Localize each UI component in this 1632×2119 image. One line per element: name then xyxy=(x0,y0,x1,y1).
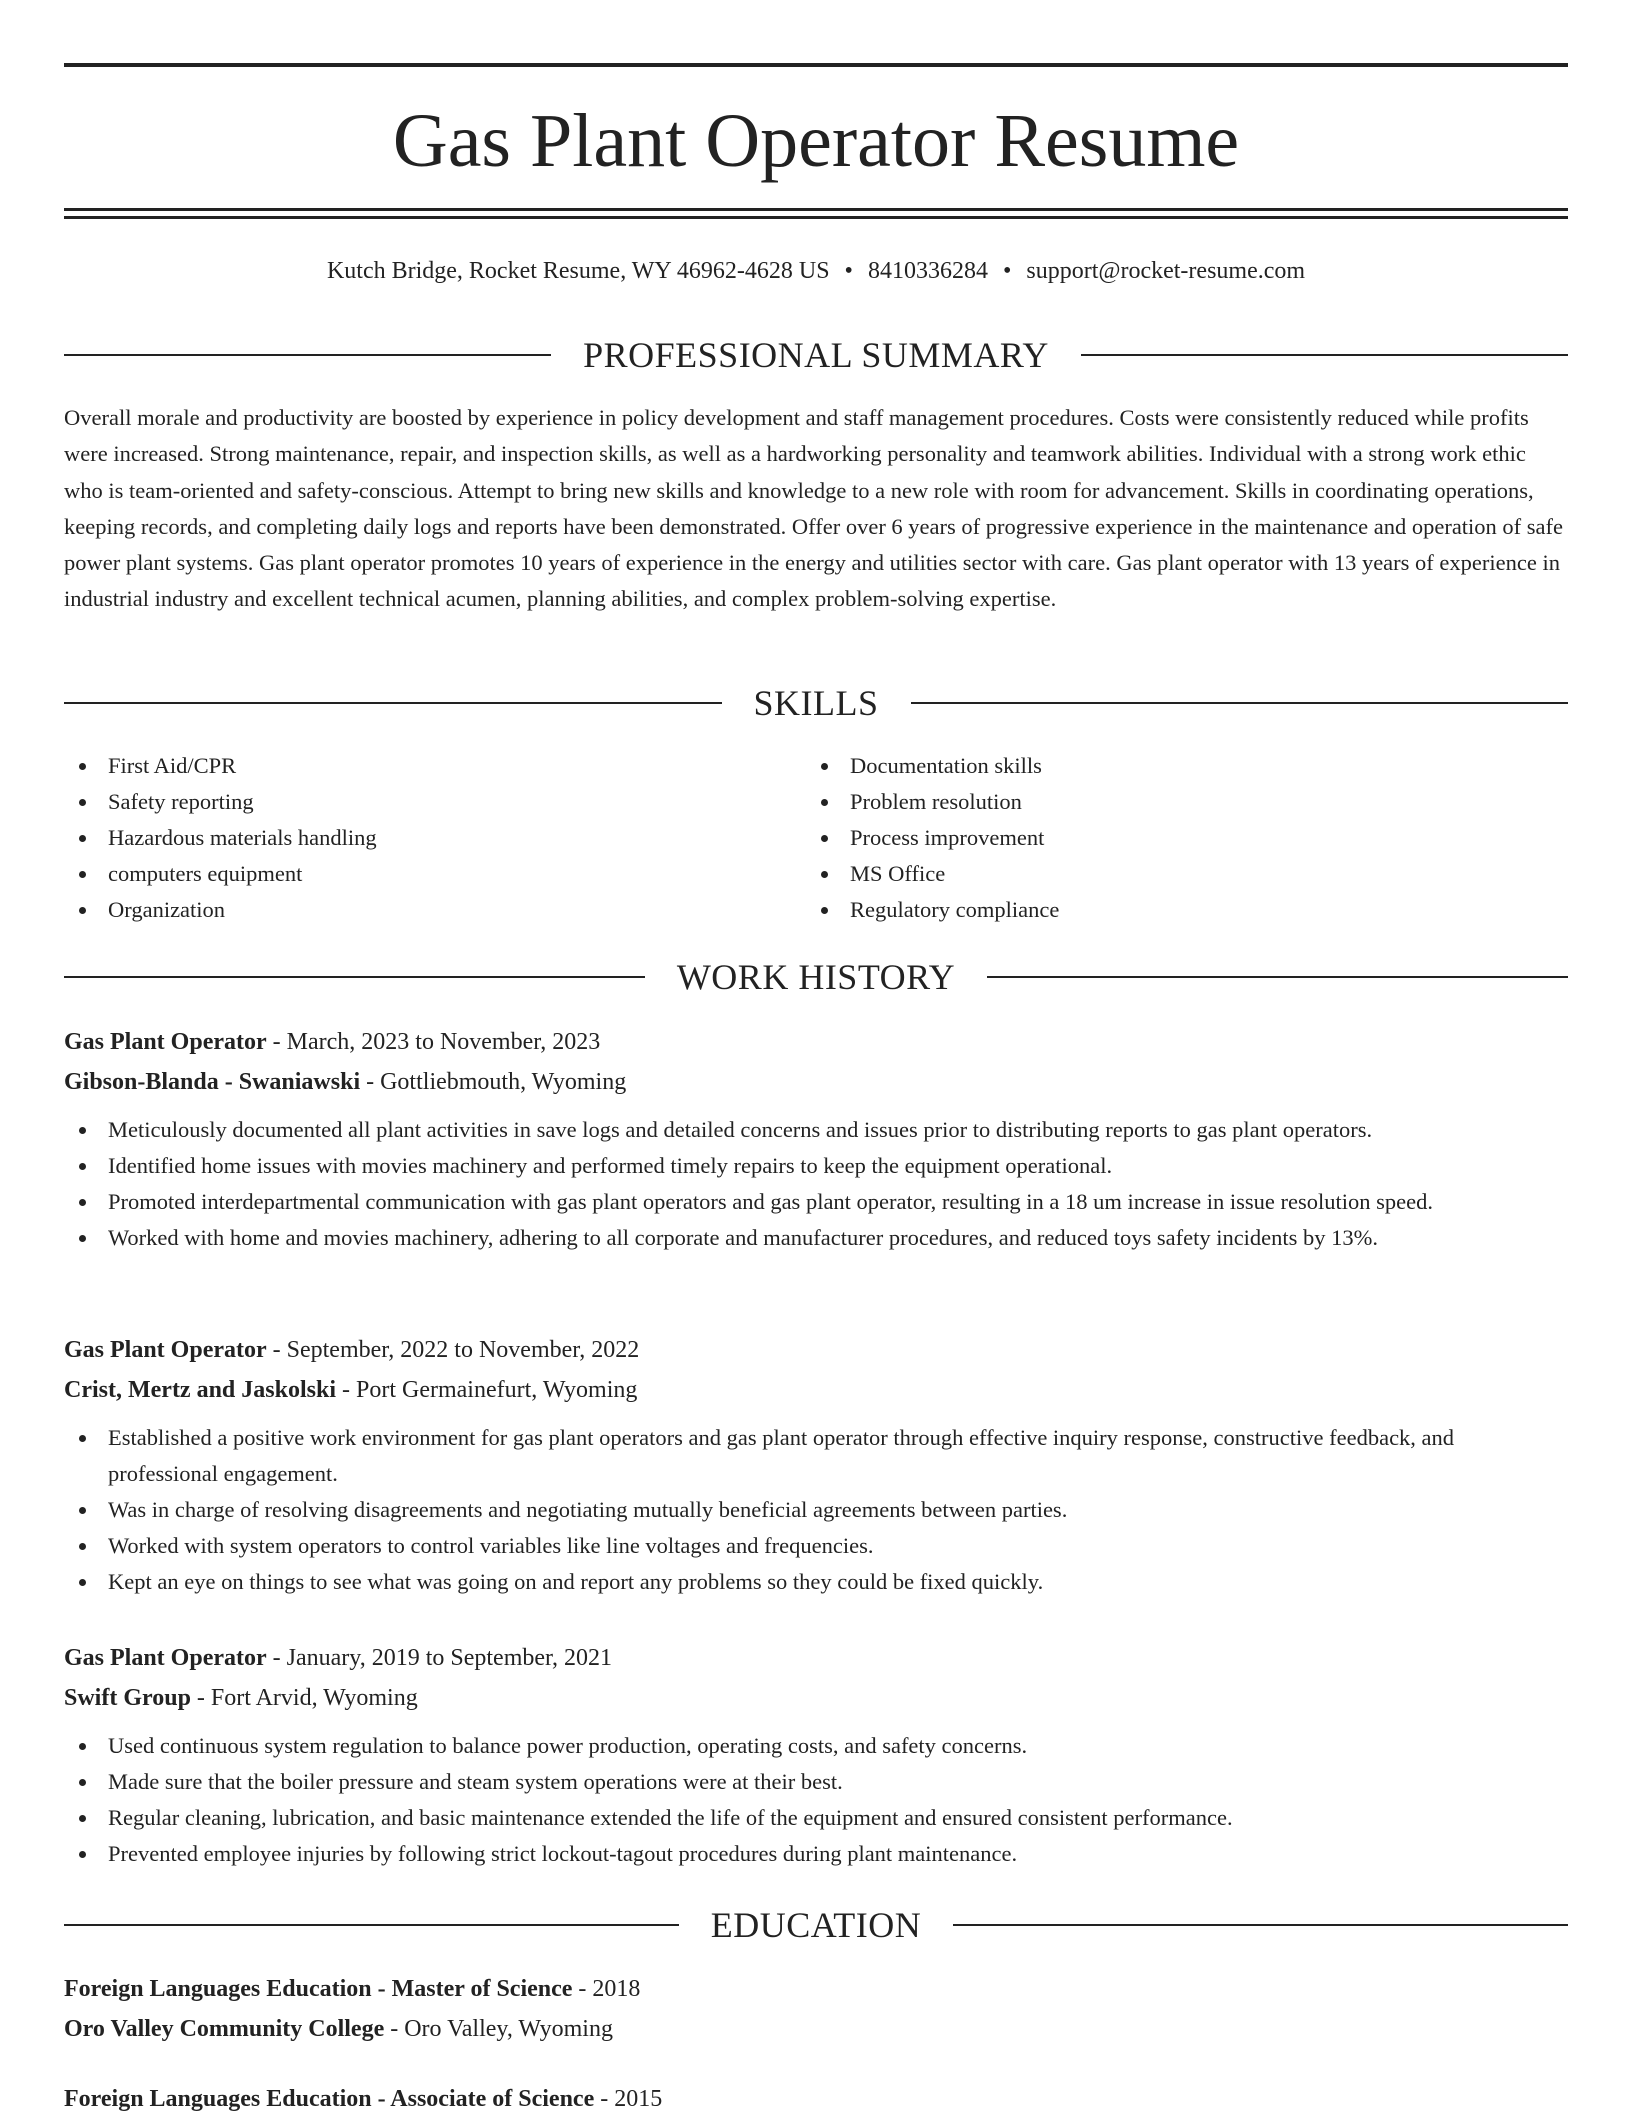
heading-rule-right xyxy=(987,976,1568,978)
job-bullet: Was in charge of resolving disagreements and negotiating mutually beneficial agreements between parties. xyxy=(64,1492,1568,1528)
education-degree: Foreign Languages Education - Master of Science xyxy=(64,1976,573,2002)
work-heading xyxy=(64,952,1568,1002)
skills-heading-label: SKILLS xyxy=(753,683,879,723)
education-degree: Foreign Languages Education - Associate of Science xyxy=(64,2086,595,2112)
job-company-line xyxy=(64,1370,1568,1410)
job-dates: - September, 2022 to November, 2022 xyxy=(266,1337,640,1363)
job-title-line xyxy=(64,1022,1568,1062)
skills-list xyxy=(64,748,1568,928)
job-bullet: Made sure that the boiler pressure and steam system operations were at their best. xyxy=(64,1764,1568,1800)
summary-heading-label: PROFESSIONAL SUMMARY xyxy=(583,335,1049,375)
heading-rule-right xyxy=(1081,354,1568,356)
job-dates: - March, 2023 to November, 2023 xyxy=(266,1029,601,1055)
heading-rule-left xyxy=(64,702,722,704)
job-title-line xyxy=(64,1330,1568,1370)
work-heading-label: WORK HISTORY xyxy=(676,957,956,997)
heading-rule-left xyxy=(64,976,645,978)
heading-rule-right xyxy=(911,702,1569,704)
education-year: - 2015 xyxy=(594,2086,663,2112)
skill-item: Organization xyxy=(64,892,806,928)
job-entry xyxy=(64,1330,1568,1600)
job-title: Gas Plant Operator xyxy=(64,1645,267,1671)
job-company: Crist, Mertz and Jaskolski xyxy=(64,1377,336,1403)
education-year: - 2018 xyxy=(572,1976,641,2002)
job-bullet: Worked with system operators to control variables like line voltages and frequencies. xyxy=(64,1528,1568,1564)
skill-item: computers equipment xyxy=(64,856,806,892)
job-dates: - January, 2019 to September, 2021 xyxy=(266,1645,613,1671)
education-heading xyxy=(64,1900,1568,1950)
skill-item: Process improvement xyxy=(806,820,1548,856)
job-title: Gas Plant Operator xyxy=(64,1029,267,1055)
skills-heading xyxy=(64,678,1568,728)
job-company-line xyxy=(64,1062,1568,1102)
job-bullet: Identified home issues with movies machinery and performed timely repairs to keep the equipment operational. xyxy=(64,1148,1568,1184)
job-bullets xyxy=(64,1728,1568,1872)
heading-rule-left xyxy=(64,1924,679,1926)
skill-item: Hazardous materials handling xyxy=(64,820,806,856)
job-bullet: Meticulously documented all plant activities in save logs and detailed concerns and issues prior to distributing reports to gas plant operators. xyxy=(64,1112,1568,1148)
job-bullet: Used continuous system regulation to balance power production, operating costs, and safety concerns. xyxy=(64,1728,1568,1764)
skill-item: Safety reporting xyxy=(64,784,806,820)
top-rule xyxy=(64,63,1568,67)
job-company: Gibson-Blanda - Swaniawski xyxy=(64,1069,361,1095)
job-bullet: Worked with home and movies machinery, adhering to all corporate and manufacturer procedures, and reduced toys safety incidents by 13%. xyxy=(64,1220,1568,1256)
title-rule-upper xyxy=(64,208,1568,211)
job-company: Swift Group xyxy=(64,1685,191,1711)
job-bullet: Regular cleaning, lubrication, and basic maintenance extended the life of the equipment and ensured consistent performance. xyxy=(64,1800,1568,1836)
contact-separator: • xyxy=(844,258,853,284)
skills-column-right xyxy=(806,748,1548,928)
job-bullets xyxy=(64,1112,1568,1256)
job-location: - Port Germainefurt, Wyoming xyxy=(336,1377,638,1403)
contact-address: Kutch Bridge, Rocket Resume, WY 46962-4628 US xyxy=(326,258,830,284)
job-bullet: Kept an eye on things to see what was going on and report any problems so they could be fixed quickly. xyxy=(64,1564,1568,1600)
education-location: - Oro Valley, Wyoming xyxy=(384,2016,613,2042)
job-bullets xyxy=(64,1420,1568,1600)
job-company-line xyxy=(64,1678,1568,1718)
job-entry xyxy=(64,1638,1568,1872)
skill-item: Regulatory compliance xyxy=(806,892,1548,928)
skill-item: Documentation skills xyxy=(806,748,1548,784)
job-bullet: Established a positive work environment for gas plant operators and gas plant operator through effective inquiry response, constructive feedback, and professional engagement. xyxy=(64,1420,1568,1492)
job-title-line xyxy=(64,1638,1568,1678)
page-title: Gas Plant Operator Resume xyxy=(392,99,1240,183)
contact-phone: 8410336284 xyxy=(867,258,988,284)
job-entry xyxy=(64,1022,1568,1256)
education-school-line xyxy=(64,2009,1568,2049)
job-location: - Fort Arvid, Wyoming xyxy=(190,1685,418,1711)
job-bullet: Prevented employee injuries by following strict lockout-tagout procedures during plant maintenance. xyxy=(64,1836,1568,1872)
skill-item: MS Office xyxy=(806,856,1548,892)
education-school: Oro Valley Community College xyxy=(64,2016,385,2042)
skills-column-left xyxy=(64,748,806,928)
summary-heading xyxy=(64,330,1568,380)
job-location: - Gottliebmouth, Wyoming xyxy=(360,1069,627,1095)
education-degree-line xyxy=(64,2079,1568,2119)
contact-email: support@rocket-resume.com xyxy=(1026,258,1306,284)
contact-line xyxy=(64,254,1568,288)
education-entry xyxy=(64,2079,1568,2119)
education-entry xyxy=(64,1969,1568,2049)
skill-item: Problem resolution xyxy=(806,784,1548,820)
education-heading-label: EDUCATION xyxy=(710,1905,922,1945)
heading-rule-right xyxy=(953,1924,1568,1926)
title-rule-lower xyxy=(64,216,1568,219)
education-degree-line xyxy=(64,1969,1568,2009)
job-title: Gas Plant Operator xyxy=(64,1337,267,1363)
skill-item: First Aid/CPR xyxy=(64,748,806,784)
contact-separator: • xyxy=(1002,258,1012,284)
job-bullet: Promoted interdepartmental communication with gas plant operators and gas plant operator, resulting in a 18 um increase in issue resolution speed. xyxy=(64,1184,1568,1220)
heading-rule-left xyxy=(64,354,551,356)
summary-text: Overall morale and productivity are boosted by experience in policy development and staff management procedures. Costs were consistently reduced while profits were increased. Strong maintenance, repair, and inspection skills, as well as a hardworking personality and teamwork abilities. Individual with a strong work ethic who is team-oriented and safety-conscious. Attempt to bring new skills and knowledge to a new role with room for advancement. Skills in coordinating operations, keeping records, and completing daily logs and reports have been demonstrated. Offer over 6 years of progressive experience in the maintenance and operation of safe power plant systems. Gas plant operator promotes 10 years of experience in the energy and utilities sector with care. Gas plant operator with 13 years of experience in industrial industry and excellent technical acumen, planning abilities, and complex problem-solving expertise. xyxy=(64,405,1564,612)
